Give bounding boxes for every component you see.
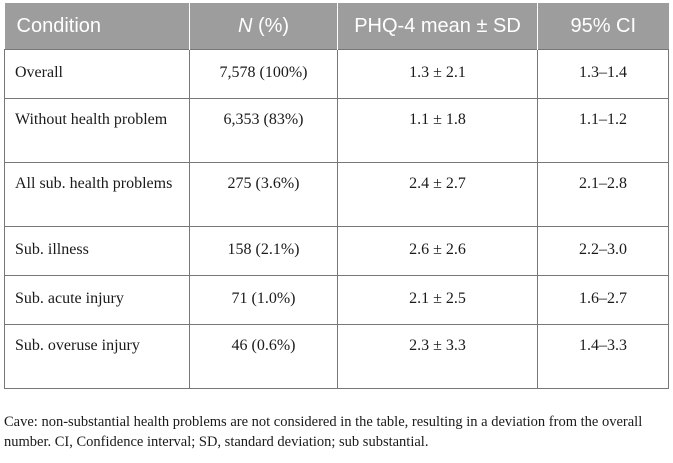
cell-condition: Sub. acute injury: [5, 276, 190, 325]
cell-n: 6,353 (83%): [190, 99, 338, 163]
cell-phq: 2.4 ± 2.7: [338, 163, 538, 227]
table-row: [5, 325, 669, 389]
cell-phq: 2.3 ± 3.3: [338, 325, 538, 389]
cell-ci: 1.6–2.7: [538, 276, 669, 325]
cell-ci: 2.2–3.0: [538, 227, 669, 276]
cell-ci: 1.1–1.2: [538, 99, 669, 163]
cell-condition: Overall: [5, 50, 190, 99]
results-table: [4, 3, 669, 389]
cell-condition: All sub. health problems: [5, 163, 190, 227]
cell-n: 7,578 (100%): [190, 50, 338, 99]
table-row: [5, 50, 669, 99]
cell-condition: Sub. illness: [5, 227, 190, 276]
table-row: [5, 276, 669, 325]
cell-ci: 1.3–1.4: [538, 50, 669, 99]
header-n-symbol: N: [237, 15, 253, 37]
cell-n: 275 (3.6%): [190, 163, 338, 227]
cell-ci: 1.4–3.3: [538, 325, 669, 389]
table-footnote: Cave: non-substantial health problems are not considered in the table, resulting in a deviation from the overall number. CI, Confidence interval; SD, standard deviation; sub substantial.: [4, 414, 643, 450]
table-header-row: [5, 3, 669, 50]
cell-phq: 2.6 ± 2.6: [338, 227, 538, 276]
cell-condition: Without health problem: [5, 99, 190, 163]
cell-phq: 2.1 ± 2.5: [338, 276, 538, 325]
cell-n: 71 (1.0%): [190, 276, 338, 325]
header-ci: 95% CI: [538, 3, 669, 50]
header-phq4: PHQ-4 mean ± SD: [338, 3, 538, 50]
header-n-suffix: (%): [252, 15, 290, 37]
cell-condition: Sub. overuse injury: [5, 325, 190, 389]
cell-phq: 1.1 ± 1.8: [338, 99, 538, 163]
cell-phq: 1.3 ± 2.1: [338, 50, 538, 99]
cell-ci: 2.1–2.8: [538, 163, 669, 227]
cell-n: 46 (0.6%): [190, 325, 338, 389]
results-table-container: [4, 3, 668, 389]
table-row: [5, 227, 669, 276]
header-n-percent: [190, 3, 338, 50]
table-row: [5, 99, 669, 163]
cell-n: 158 (2.1%): [190, 227, 338, 276]
header-condition: Condition: [5, 3, 190, 50]
table-row: [5, 163, 669, 227]
